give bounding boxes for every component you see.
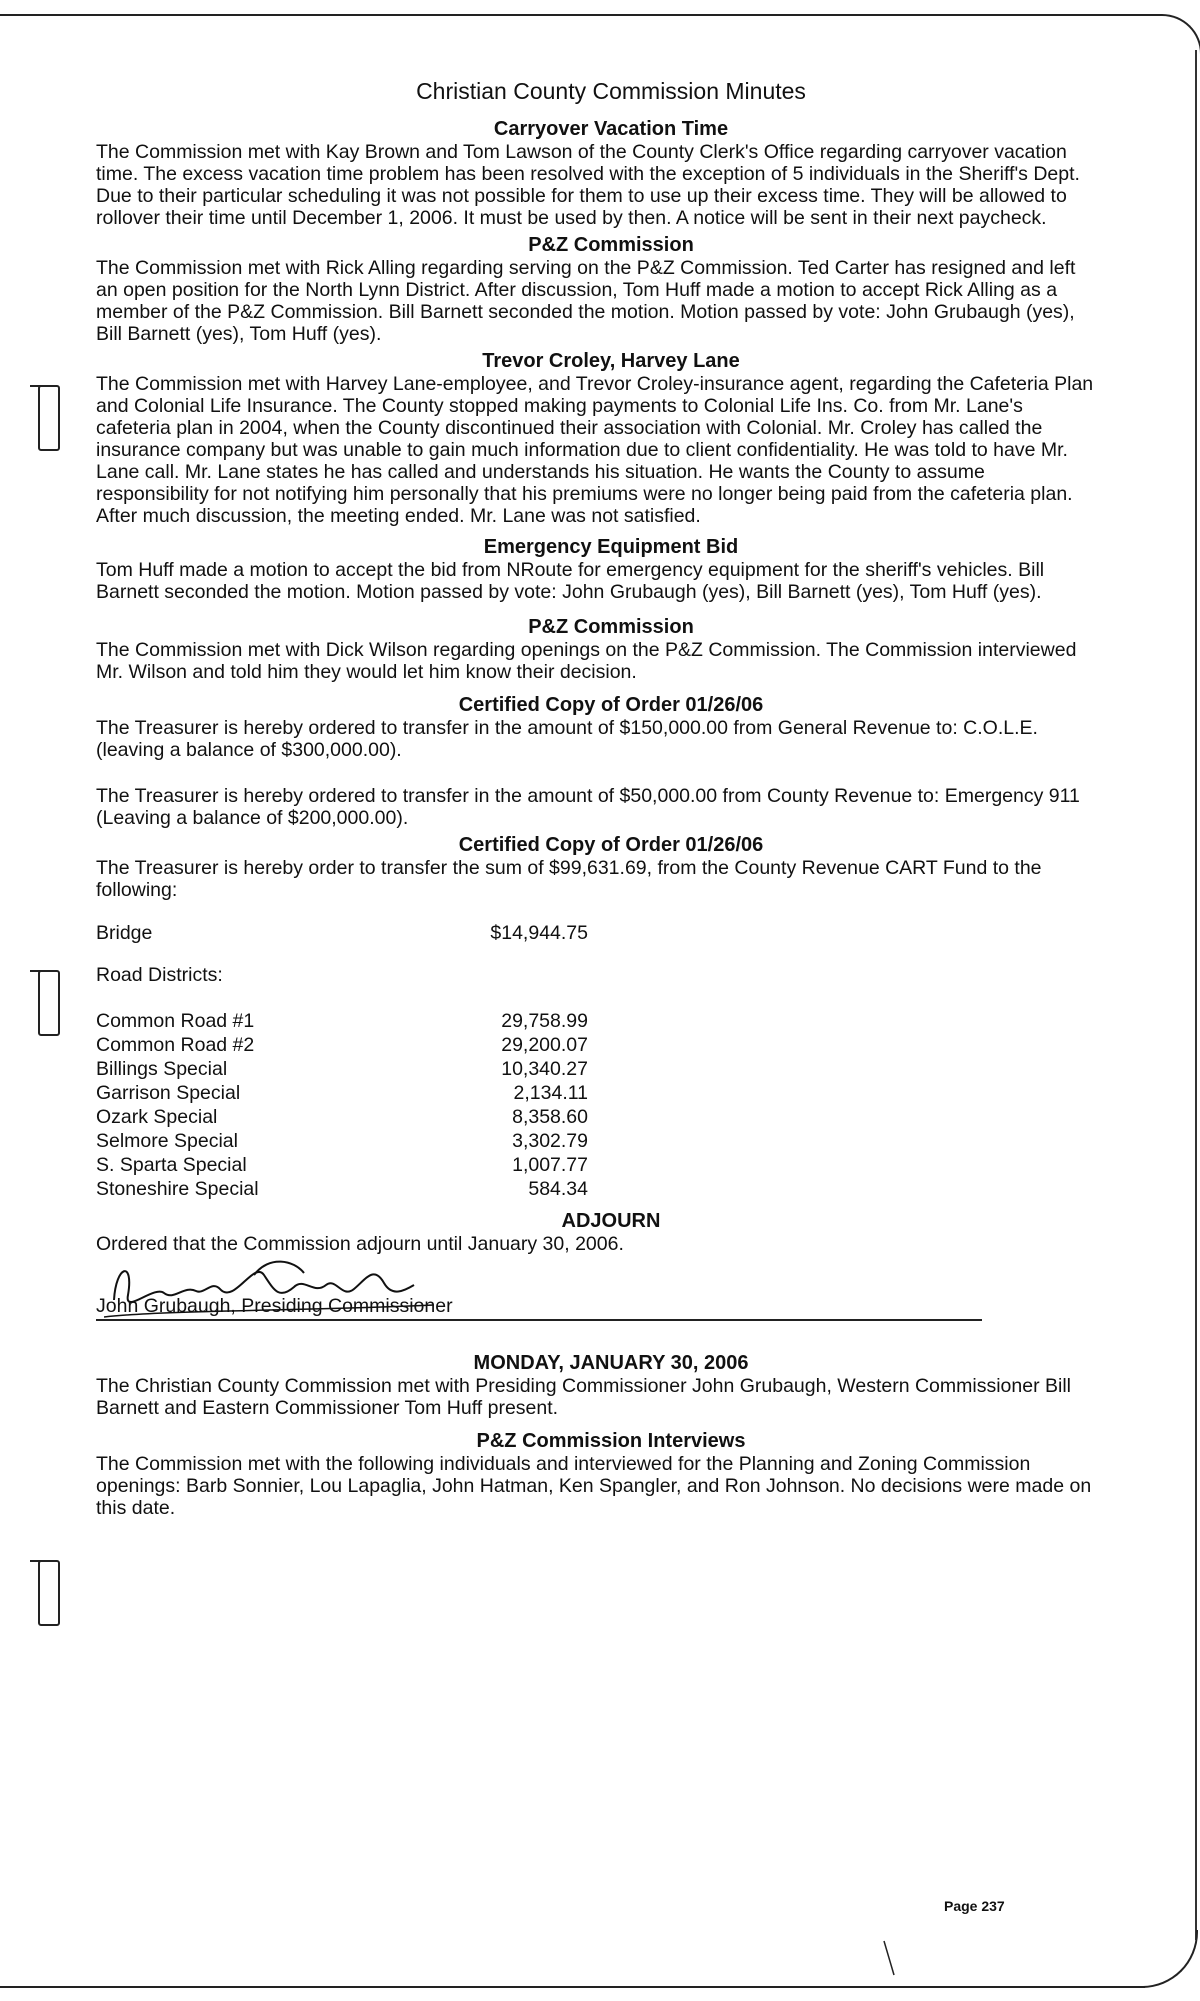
section-title-order-1: Certified Copy of Order 01/26/06 xyxy=(458,694,764,716)
section-text-adjourn: Ordered that the Commission adjourn until January 30, 2006. xyxy=(96,1233,624,1255)
ledger-label: Selmore Special xyxy=(96,1130,238,1152)
punch-hole-top xyxy=(38,385,60,451)
page-number: Page 237 xyxy=(944,1898,1005,1914)
signature-block xyxy=(96,1261,1096,1343)
section-title-emergency-bid: Emergency Equipment Bid xyxy=(483,536,739,558)
punch-hole-mark xyxy=(30,970,42,972)
section-title-carryover: Carryover Vacation Time xyxy=(493,118,729,140)
ledger-label: Common Road #2 xyxy=(96,1034,255,1056)
document-title: Christian County Commission Minutes xyxy=(416,78,806,104)
section-title-croley-lane: Trevor Croley, Harvey Lane xyxy=(482,350,740,372)
ledger-label: Garrison Special xyxy=(96,1082,241,1104)
page-edge-right xyxy=(1195,50,1197,1940)
ledger-amount: 2,134.11 xyxy=(513,1082,588,1104)
ledger-amount: 584.34 xyxy=(528,1178,588,1200)
section-title-monday: MONDAY, JANUARY 30, 2006 xyxy=(473,1352,749,1374)
ledger-row-bridge xyxy=(96,921,1096,945)
signature-rule xyxy=(96,1319,982,1321)
ledger-label: Billings Special xyxy=(96,1058,228,1080)
section-text-croley-lane: The Commission met with Harvey Lane-employee, and Trevor Croley-insurance agent, regarding the Cafeteria Plan and Colonial Life Insurance. The County stopped making payments to Colonial Life Ins. Co. from Mr. Lane's cafeteria plan in 2004, when the County discontinued their association with Colonial. Mr. Croley has called the insurance company but was unable to gain much information due to client confidentiality. He was told to have Mr. Lane call. Mr. Lane states he has called and understands his situation. He wants the County to assume responsibility for not notifying him personally that his premiums were no longer being paid from the cafeteria plan. After much discussion, the meeting ended. Mr. Lane was not satisfied. xyxy=(96,373,1094,527)
ledger-amount: 1,007.77 xyxy=(512,1154,588,1176)
ledger-amount: 10,340.27 xyxy=(501,1058,588,1080)
section-text-monday: The Christian County Commission met with Presiding Commissioner John Grubaugh, Western Commissioner Bill Barnett and Eastern Commissioner Tom Huff present. xyxy=(96,1375,1071,1419)
ledger-label: Common Road #1 xyxy=(96,1010,255,1032)
section-title-pz-commission-2: P&Z Commission xyxy=(528,616,694,638)
section-text-pz-commission: The Commission met with Rick Alling regarding serving on the P&Z Commission. Ted Carter has resigned and left an open position for the North Lynn District. After discussion, Tom Huff made a motion to accept Rick Alling as a member of the P&Z Commission. Bill Barnett seconded the motion. Motion passed by vote: John Grubaugh (yes), Bill Barnett (yes), Tom Huff (yes). xyxy=(96,257,1076,345)
section-text-order-2: The Treasurer is hereby order to transfer the sum of $99,631.69, from the County Revenue CART Fund to the following: xyxy=(96,857,1042,901)
ledger-row xyxy=(96,1057,1096,1081)
ledger-amount: $14,944.75 xyxy=(490,922,588,944)
minutes-content xyxy=(96,78,1096,1523)
ledger-label: Bridge xyxy=(96,922,153,944)
section-title-order-2: Certified Copy of Order 01/26/06 xyxy=(458,834,764,856)
page-edge-top xyxy=(0,14,1150,16)
ledger-amount: 29,758.99 xyxy=(501,1010,588,1032)
ledger-row xyxy=(96,1129,1096,1153)
section-text-carryover: The Commission met with Kay Brown and Tom Lawson of the County Clerk's Office regarding carryover vacation time. The excess vacation time problem has been resolved with the exception of 5 individuals in the Sheriff's Dept. Due to their particular scheduling it was not possible for them to use up their excess time. They will be allowed to rollover their time until December 1, 2006. It must be used by then. A notice will be sent in their next paycheck. xyxy=(96,141,1080,229)
ledger-label: Ozark Special xyxy=(96,1106,218,1128)
order-1-transfer-2: The Treasurer is hereby ordered to transfer in the amount of $50,000.00 from County Revenue to: Emergency 911 (Leaving a balance of $200,000.00). xyxy=(96,785,1080,829)
spacer xyxy=(96,765,1096,785)
ledger-row xyxy=(96,1009,1096,1033)
ledger-row xyxy=(96,1177,1096,1201)
section-title-interviews: P&Z Commission Interviews xyxy=(476,1430,746,1452)
ledger-amount: 8,358.60 xyxy=(512,1106,588,1128)
order-1-transfer-1: The Treasurer is hereby ordered to transfer in the amount of $150,000.00 from General Revenue to: C.O.L.E. (leaving a balance of $300,000.00). xyxy=(96,717,1038,761)
road-districts-label: Road Districts: xyxy=(96,964,223,986)
cart-fund-ledger xyxy=(96,921,1096,1201)
ledger-amount: 3,302.79 xyxy=(512,1130,588,1152)
section-title-adjourn: ADJOURN xyxy=(561,1210,661,1232)
ledger-label: S. Sparta Special xyxy=(96,1154,247,1176)
section-title-pz-commission: P&Z Commission xyxy=(528,234,694,256)
section-text-interviews: The Commission met with the following individuals and interviewed for the Planning and Zoning Commission openings: Barb Sonnier, Lou Lapaglia, John Hatman, Ken Spangler, and Ron Johnson. No decisions were made on this date. xyxy=(96,1453,1092,1519)
pen-mark xyxy=(880,1935,910,1985)
punch-hole-bottom xyxy=(38,1560,60,1626)
page-edge-bottom xyxy=(0,1986,1145,1988)
ledger-row xyxy=(96,1153,1096,1177)
ledger-label: Stoneshire Special xyxy=(96,1178,259,1200)
page-corner-top-right xyxy=(1150,14,1200,56)
signer-name: John Grubaugh, Presiding Commissioner xyxy=(96,1295,453,1317)
punch-hole-mark xyxy=(30,1560,42,1562)
section-text-emergency-bid: Tom Huff made a motion to accept the bid from NRoute for emergency equipment for the sheriff's vehicles. Bill Barnett seconded the motion. Motion passed by vote: John Grubaugh (yes), Bill Barnett (yes), Tom Huff (yes). xyxy=(96,559,1045,603)
punch-hole-mark xyxy=(30,385,42,387)
punch-hole-middle xyxy=(38,970,60,1036)
ledger-row xyxy=(96,1033,1096,1057)
ledger-row xyxy=(96,1081,1096,1105)
section-text-pz-commission-2: The Commission met with Dick Wilson regarding openings on the P&Z Commission. The Commission interviewed Mr. Wilson and told him they would let him know their decision. xyxy=(96,639,1077,683)
ledger-row xyxy=(96,1105,1096,1129)
ledger-amount: 29,200.07 xyxy=(501,1034,588,1056)
page-corner-bottom-right xyxy=(1140,1930,1198,1988)
